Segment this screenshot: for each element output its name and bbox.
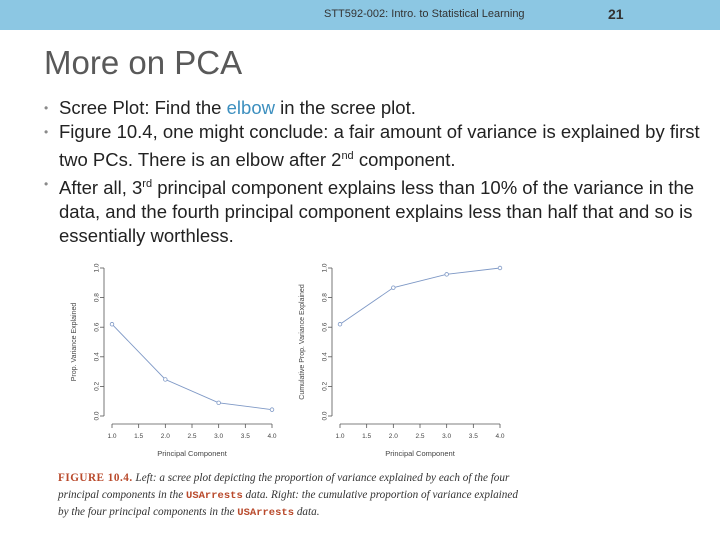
caption-text: data. Right: the cumulative proportion of variance explained by the four principal components in the <box>58 488 518 518</box>
bullet-dot-icon: • <box>44 125 49 139</box>
data-point <box>110 322 114 326</box>
series-line <box>112 324 272 409</box>
bullet-text: component. <box>353 149 456 171</box>
x-tick-label: 2.0 <box>388 433 398 440</box>
x-tick-label: 3.0 <box>442 433 452 440</box>
x-tick-label: 1.5 <box>134 433 144 440</box>
data-point <box>217 401 221 405</box>
x-tick-label: 1.5 <box>362 433 372 440</box>
caption-dataset: USArrests <box>237 507 295 519</box>
bullet-text: Figure 10.4, one might conclude: a fair amount of variance is explained by first two PCs. There is an elbow after 2 <box>59 121 700 171</box>
data-point <box>445 273 449 277</box>
x-tick-label: 4.0 <box>267 433 277 440</box>
figure-caption <box>58 470 518 522</box>
y-tick-label: 0.8 <box>93 293 101 303</box>
y-tick-label: 1.0 <box>321 263 329 273</box>
caption-text: data. <box>294 506 320 518</box>
x-tick-label: 2.5 <box>415 433 425 440</box>
cumulative-variance-chart <box>290 258 515 468</box>
x-tick-label: 1.0 <box>335 433 345 440</box>
x-tick-label: 3.0 <box>214 433 224 440</box>
x-tick-label: 4.0 <box>495 433 505 440</box>
y-tick-label: 0.0 <box>321 411 329 421</box>
y-tick-label: 0.6 <box>321 322 329 332</box>
caption-label: FIGURE 10.4. <box>58 472 133 484</box>
x-tick-label: 3.5 <box>240 433 250 440</box>
bullet-scree <box>44 96 708 120</box>
slide-title: More on PCA <box>44 44 243 81</box>
x-axis-label: Principal Component <box>157 449 227 458</box>
data-point <box>338 322 342 326</box>
y-tick-label: 0.4 <box>93 352 101 362</box>
scree-plot-chart <box>62 258 282 468</box>
bullet-after-all <box>44 172 708 248</box>
bullet-list <box>44 96 708 248</box>
y-tick-label: 0.6 <box>93 322 101 332</box>
series-line <box>340 268 500 324</box>
y-tick-label: 0.4 <box>321 352 329 362</box>
bullet-text: Scree Plot: Find the <box>59 97 227 118</box>
y-tick-label: 1.0 <box>93 263 101 273</box>
x-tick-label: 2.0 <box>160 433 170 440</box>
caption-text: Left: a scree plot depicting the proportion of variance explained by each of the four principal components in the <box>58 472 510 501</box>
data-point <box>270 408 274 412</box>
y-axis-label: Cumulative Prop. Variance Explained <box>299 284 306 400</box>
y-tick-label: 0.0 <box>93 411 101 421</box>
y-axis-label: Prop. Variance Explained <box>71 302 78 382</box>
y-tick-label: 0.2 <box>93 381 101 391</box>
course-title: STT592-002: Intro. to Statistical Learning <box>324 8 525 20</box>
data-point <box>498 266 502 270</box>
x-tick-label: 3.5 <box>468 433 478 440</box>
caption-dataset: USArrests <box>186 489 243 502</box>
page-number: 21 <box>608 6 624 22</box>
x-tick-label: 1.0 <box>107 433 117 440</box>
bullet-dot-icon: • <box>44 101 49 115</box>
bullet-text: After all, 3 <box>59 177 143 199</box>
highlight-elbow: elbow <box>226 97 275 118</box>
data-point <box>164 378 168 382</box>
bullet-text: principal component explains less than 10% of the variance in the data, and the fourth principal component explains less than half that and so is essentially worthless. <box>59 177 695 247</box>
y-tick-label: 0.8 <box>321 293 329 303</box>
data-point <box>392 286 396 290</box>
bullet-text: in the scree plot. <box>274 97 416 118</box>
superscript: nd <box>341 150 354 162</box>
bullet-dot-icon: • <box>44 177 49 192</box>
bullet-figure <box>44 120 708 172</box>
y-tick-label: 0.2 <box>321 381 329 391</box>
superscript: rd <box>142 178 153 191</box>
x-axis-label: Principal Component <box>385 449 455 458</box>
x-tick-label: 2.5 <box>187 433 197 440</box>
